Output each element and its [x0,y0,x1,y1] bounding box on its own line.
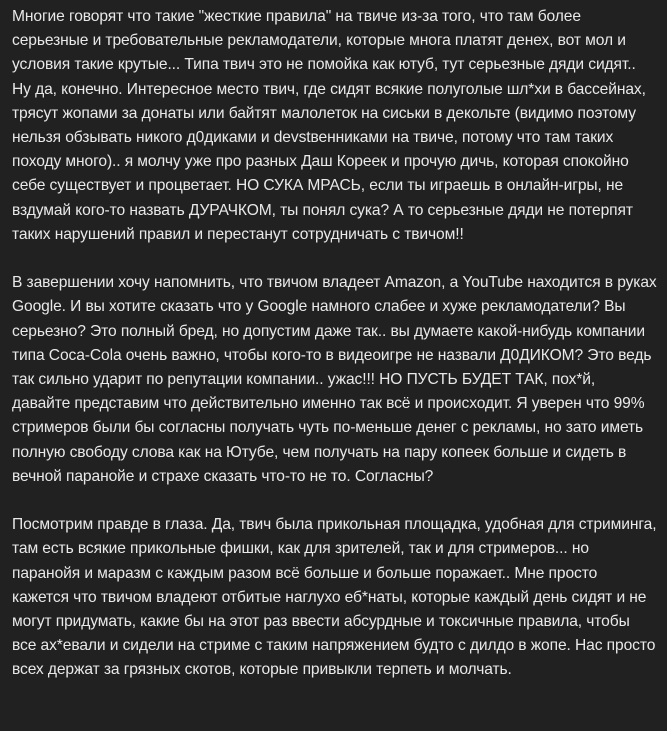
paragraph-2: В завершении хочу напомнить, что твичом владеет Amazon, а YouTube находится в руках Google. И вы хотите сказать что у Google намного слабее и хуже рекламодатели? Вы серьезно? Это полный бред, но допустим даже так.. вы думаете какой-нибудь компании типа Coca-Cola очень важно, чтобы кого-то в видеоигре не назвали Д0ДИКОМ? Это ведь так сильно ударит по репутации компании.. ужас!!! НО ПУСТЬ БУДЕТ ТАК, пох*й, давайте представим что действительно именно так всё и происходит. Я уверен что 99% стримеров были бы согласны получать чуть по-меньше денег с рекламы, но зато иметь полную свободу слова как на Ютубе, чем получать на пару копеек больше и сидеть в вечной паранойе и страхе сказать что-то не то. Согласны? [12,274,657,485]
paragraph-3: Посмотрим правде в глаза. Да, твич была прикольная площадка, удобная для стриминга, там есть всякие прикольные фишки, как для зрителей, так и для стримеров... но паранойя и маразм с каждым разом всё больше и больше поражает.. Мне просто кажется что твичом владеют отбитые наглухо еб*наты, которые каждый день сидят и не могут придумать, какие бы на этот раз ввести абсурдные и токсичные правила, чтобы все ах*евали и сидели на стриме с таким напряжением будто с дилдо в жопе. Нас просто всех держат за грязных скотов, которые привыкли терпеть и молчать. [12,516,657,679]
paragraph-1: Многие говорят что такие "жесткие правила" на твиче из-за того, что там более серьезные и требовательные рекламодатели, которые многа платят денех, вот мол и условия такие крутые... Типа твич это не помойка как ютуб, тут серьезные дяди сидят.. Ну да, конечно. Интересное место твич, где сидят всякие полуголые шл*хи в бассейнах, трясут жопами за донаты или байтят малолеток на сиськи в декольте (видимо поэтому нельзя обзывать никого д0диками и devstвенниками на твиче, потому что там таких походу много).. я молчу уже про разных Даш Кореек и прочую дичь, которая спокойно себе существует и процветает. НО СУКА МРАСЬ, если ты играешь в онлайн-игры, не вздумай кого-то назвать ДУРАЧКОМ, ты понял сука? А то серьезные дяди не потерпят таких нарушений правил и перестанут сотрудничать с твичом!! [12,8,646,243]
